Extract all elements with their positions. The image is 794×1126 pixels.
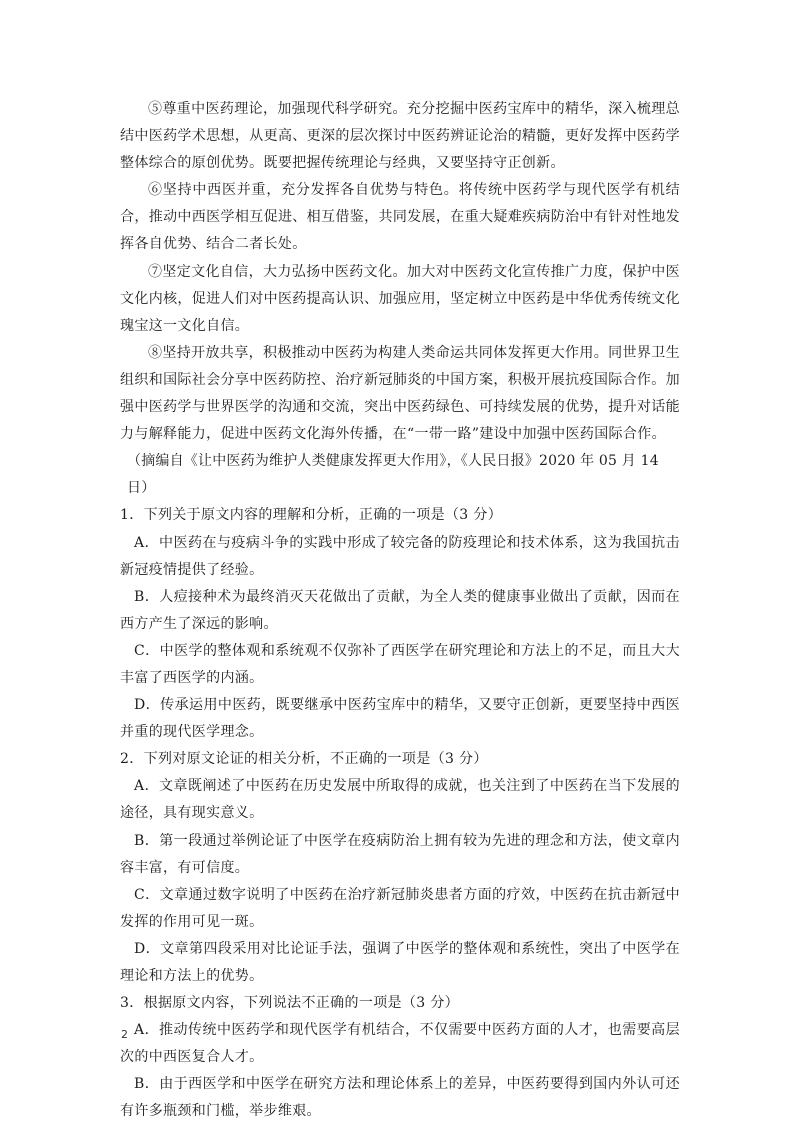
option-c: C．中医学的整体观和系统观不仅弥补了西医学在研究理论和方法上的不足，而且大大丰富了西医学的内涵。 [120,642,680,686]
question-stem: 2．下列对原文论证的相关分析，不正确的一项是（3 分） [120,751,488,768]
paragraph-7: ⑦坚定文化自信，大力弘扬中医药文化。加大对中医药文化宣传推广力度，保护中医文化内核，促进人们对中医药提高认识、加强应用，坚定树立中医药是中华优秀传统文化瑰宝这一文化自信。 [120,263,680,334]
question-3 [120,990,680,1125]
question-stem: 3．根据原文内容，下列说法不正确的一项是（3 分） [120,995,460,1012]
option-b: B．第一段通过举例论证了中医学在疫病防治上拥有较为先进的理念和方法，使文章内容丰富，有可信度。 [120,832,680,876]
question-1 [120,502,680,746]
option-c: C．文章通过数字说明了中医药在治疗新冠肺炎患者方面的疗效，中医药在抗击新冠中发挥的作用可见一斑。 [120,886,680,930]
source-citation: （摘编自《让中医药为维护人类健康发挥更大作用》，《人民日报》2020 年 05 月 14 日） [127,453,659,497]
option-a: A．中医药在与疫病斗争的实践中形成了较完备的防疫理论和技术体系，这为我国抗击新冠疫情提供了经验。 [120,534,680,578]
document-page [120,96,680,1126]
option-b: B．人痘接种术为最终消灭天花做出了贡献，为全人类的健康事业做出了贡献，因而在西方产生了深远的影响。 [120,588,680,632]
option-a: A．推动传统中医药学和现代医学有机结合，不仅需要中医药方面的人才，也需要高层次的中西医复合人才。 [120,1022,680,1066]
option-a: A．文章既阐述了中医药在历史发展中所取得的成就，也关注到了中医药在当下发展的途径，具有现实意义。 [120,778,680,822]
paragraph-6: ⑥坚持中西医并重，充分发挥各自优势与特色。将传统中医药学与现代医学有机结合，推动中西医学相互促进、相互借鉴，共同发展，在重大疑难疾病防治中有针对性地发挥各自优势、结合二者长处。 [120,182,680,253]
page-number: 2 [121,1028,128,1041]
paragraph-5: ⑤尊重中医药理论，加强现代科学研究。充分挖掘中医药宝库中的精华，深入梳理总结中医药学术思想，从更高、更深的层次探讨中医药辨证论治的精髓，更好发挥中医药学整体综合的原创优势。既要把握传统理论与经典，又要坚持守正创新。 [120,101,680,172]
paragraph-8: ⑧坚持开放共享，积极推动中医药为构建人类命运共同体发挥更大作用。同世界卫生组织和国际社会分享中医药防控、治疗新冠肺炎的中国方案，积极开展抗疫国际合作。加强中医药学与世界医学的沟通和交流，突出中医药绿色、可持续发展的优势，提升对话能力与解释能力，促进中医药文化海外传播，在“一带一路”建设中加强中医药国际合作。 [120,344,680,443]
option-d: D．传承运用中医药，既要继承中医药宝库中的精华，又要守正创新，更要坚持中西医并重的现代医学理念。 [120,697,680,741]
question-2 [120,746,680,990]
option-d: D．文章第四段采用对比论证手法，强调了中医学的整体观和系统性，突出了中医学在理论和方法上的优势。 [120,940,680,984]
option-b: B．由于西医学和中医学在研究方法和理论体系上的差异，中医药要得到国内外认可还有许多瓶颈和门槛，举步维艰。 [120,1076,680,1120]
question-stem: 1．下列关于原文内容的理解和分析，正确的一项是（3 分） [120,507,503,524]
